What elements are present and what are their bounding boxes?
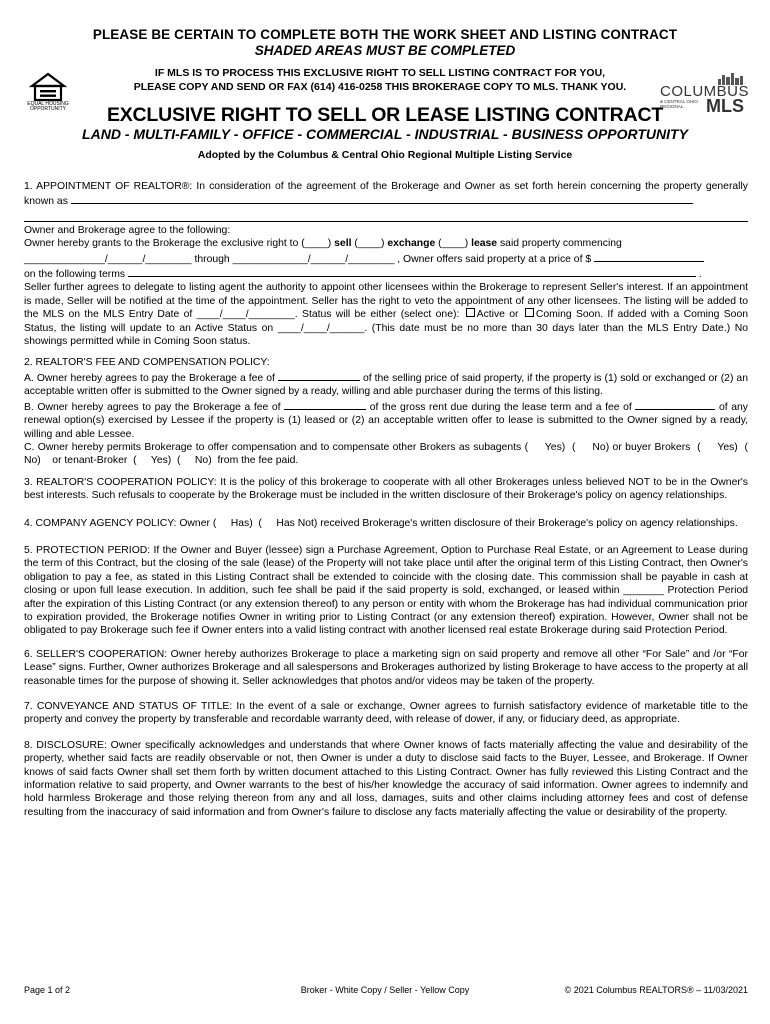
section-2-a [24, 370, 748, 399]
header-mls-line2: PLEASE COPY AND SEND OR FAX (614) 416-0258 THIS BROKERAGE COPY TO MLS. THANK YOU. [133, 81, 627, 93]
dates-price-text: ______________/______/________ through _____________/______/________ , Owner offers said property at a price of $ [24, 253, 592, 265]
adopted-by: Adopted by the Columbus & Central Ohio Regional Multiple Listing Service [197, 149, 573, 161]
header-shaded-note: SHADED AREAS MUST BE COMPLETED [254, 43, 516, 58]
fee-b-text-2: of the gross rent due during the lease term and a fee of [369, 401, 632, 413]
terms-label: on the following terms [24, 269, 126, 281]
columbus-wordmark: COLUMBUS [660, 83, 750, 100]
lease-option[interactable]: lease [471, 238, 498, 250]
grant-text-2: (____) [351, 238, 388, 250]
exchange-option[interactable]: exchange [387, 238, 436, 250]
section-2-c: C. Owner hereby permits Brokerage to offer compensation and to compensate other Brokers as subagents ( Yes) ( No) or buyer Brokers ( Yes) ( No) or tenant-Broker ( Yes) ( No) from the fee paid. [24, 441, 763, 467]
grant-text-3: (____) [435, 238, 472, 250]
contract-body [24, 180, 763, 819]
price-field[interactable] [594, 251, 704, 262]
header-instruction: PLEASE BE CERTAIN TO COMPLETE BOTH THE WORK SHEET AND LISTING CONTRACT [92, 27, 678, 42]
section-1-delegate [24, 281, 748, 348]
active-checkbox[interactable] [466, 308, 475, 317]
section-2-b [24, 399, 748, 441]
mls-wordmark: MLS [706, 96, 744, 116]
fee-a-text-1: A. Owner hereby agrees to pay the Brokerage a fee of [24, 372, 275, 384]
document-subtitle: LAND - MULTI-FAMILY - OFFICE - COMMERCIAL - INDUSTRIAL - BUSINESS OPPORTUNITY [82, 126, 688, 142]
copy-distribution: Broker - White Copy / Seller - Yellow Copy [300, 985, 470, 995]
fee-a-text-2: of the selling price of said property, if the property is (1) sold or exchanged or (2) an acceptable written offer is submitted to the Owner signed by a ready, willing and able purchaser during the terms of this listing. [24, 372, 748, 398]
lease-fee-field[interactable] [284, 399, 366, 410]
section-1-appointment [24, 180, 748, 209]
coming-soon-checkbox[interactable] [525, 308, 534, 317]
copyright: © 2021 Columbus REALTORS® – 11/03/2021 [564, 985, 748, 995]
section-3-cooperation: 3. REALTOR'S COOPERATION POLICY: It is the policy of this brokerage to cooperate with all other Brokerages unless believed NOT to be in the Owner's best interests. Such refusals to cooperate by the Brokerage must be included in the written disclosure of their Brokerage's policy on agency relationships. [24, 476, 748, 502]
section-2-heading: 2. REALTOR'S FEE AND COMPENSATION POLICY: [24, 357, 270, 369]
header-mls-note [90, 66, 670, 94]
equal-housing-text: EQUAL HOUSING OPPORTUNITY [27, 101, 69, 112]
property-address-field[interactable] [71, 193, 693, 204]
header-mls-line1: IF MLS IS TO PROCESS THIS EXCLUSIVE RIGHT TO SELL LISTING CONTRACT FOR YOU, [154, 67, 606, 79]
document-title: EXCLUSIVE RIGHT TO SELL OR LEASE LISTING CONTRACT [106, 104, 664, 126]
active-label: Active or [476, 309, 519, 321]
grant-text-4: said property commencing [497, 238, 622, 250]
section-6-seller-cooperation: 6. SELLER'S COOPERATION: Owner hereby authorizes Brokerage to place a marketing sign on said property and remove all other “For Sale” and /or “For Lease” signs. Further, Owner authorizes Brokerage and all salespersons and Brokerages authorized by listing Brokerage to have access to the property at all reasonable times for the purpose of showing it. Seller acknowledges that photos and/or videos may be taken of the property. [24, 648, 748, 687]
section-1-intro: 1. APPOINTMENT OF REALTOR®: In consideration of the agreement of the Brokerage and Owner as set forth herein concerning the property generally known as [24, 181, 748, 208]
coming-soon-text: Coming Soon. If added with a Coming Soon Status, the listing will update to an Active Status on ____/____/______. (This date must be no more than 30 days later than the MLS Entry Date.) No showings permitted while in Coming Soon status. [24, 309, 749, 348]
columbus-sub-text: & CENTRAL OHIO REGIONAL [660, 99, 698, 109]
sale-fee-field[interactable] [278, 370, 360, 381]
fee-b-text-3: of any renewal option(s) exercised by Lessee if the property is (1) leased or (2) an acceptable written offer to lease is submitted to the Owner signed by a ready, willing and able Lessee. [24, 401, 748, 440]
section-1-dates [24, 251, 748, 266]
section-1-agree: Owner and Brokerage agree to the following: [24, 224, 231, 236]
section-1-terms: on the following terms . [24, 266, 748, 281]
section-8-disclosure: 8. DISCLOSURE: Owner specifically acknowledges and understands that where Owner knows of facts materially affecting the value and desirability of the property, whether said facts are readily observable or not, then Owner is under a duty to disclose said facts to the Buyer, Lessee, and Brokerage. If Owner knows of said facts Owner shall set them forth by written document attached to this Listing Contract. Owner has fully reviewed this Listing Contract and the information relative to said property, and Owner warrants to the best of his/her knowledge the accuracy of said information. Owner agrees to indemnify and hold harmless Brokerage and those relying thereon from any and all loss, damages, suits and other claims including attorney fees and cost of defense resulting from the inaccuracy of said information and from Owner's failure to disclose any facts materially affecting the value or desirability of the property. [24, 739, 748, 818]
property-address-line2[interactable] [24, 221, 748, 222]
grant-text-1: Owner hereby grants to the Brokerage the exclusive right to (____) [24, 238, 335, 250]
section-7-conveyance: 7. CONVEYANCE AND STATUS OF TITLE: In the event of a sale or exchange, Owner agrees to furnish satisfactory evidence of marketable title to the property and convey the property by transferable and recordable warranty deed, with release of dower, if any, or fiduciary deed, as appropriate. [24, 701, 748, 726]
delegate-text: Seller further agrees to delegate to listing agent the authority to appoint other licensees within the Brokerage to represent Seller's interest. If an appointment is made, Seller will be notified at the time of the appointment. Seller has the right to veto the appointment of any other licensees. The listing will be added to the MLS on the MLS Entry Date of ____/____/________. Status will be either (select one): [24, 282, 748, 321]
page-number: Page 1 of 2 [24, 985, 71, 995]
sell-option[interactable]: sell [334, 238, 352, 250]
renewal-fee-field[interactable] [635, 399, 715, 410]
terms-field[interactable] [128, 266, 696, 277]
section-5-protection: 5. PROTECTION PERIOD: If the Owner and Buyer (lessee) sign a Purchase Agreement, Option to Purchase Real Estate, or an Agreement to Lease during the term of this Contract, but the closing of the sale (lease) of the Property will not take place until after the original term of this Listing Contract, then Owner's obligation to pay a fee, as stated in this Listing Contract shall be extended to coincide with the closing date. This commission shall be payable in cash at closing or upon full lease execution. In addition, such fee shall be paid if the said property is sold, exchanged, or leased within _______ Protection Period after the expiration of this Listing Contract (or any extension thereof) to any person or entity with whom the Brokerage has had individual communication prior to expiration provided, the Brokerage notifies Owner in writing prior to Listing Contract (or any extension thereof) expiration. However, Owner shall not be obligated to pay Brokerage such fee if Owner enters into a valid listing contract with another licensed real estate Brokerage during said Protection Period. [24, 544, 748, 637]
section-1-grant [24, 237, 748, 250]
section-4-agency: 4. COMPANY AGENCY POLICY: Owner ( Has) ( Has Not) received Brokerage's written disclosure of their Brokerage's policy on agency relationships. [24, 517, 738, 529]
fee-b-text-1: B. Owner hereby agrees to pay the Brokerage a fee of [24, 401, 281, 413]
